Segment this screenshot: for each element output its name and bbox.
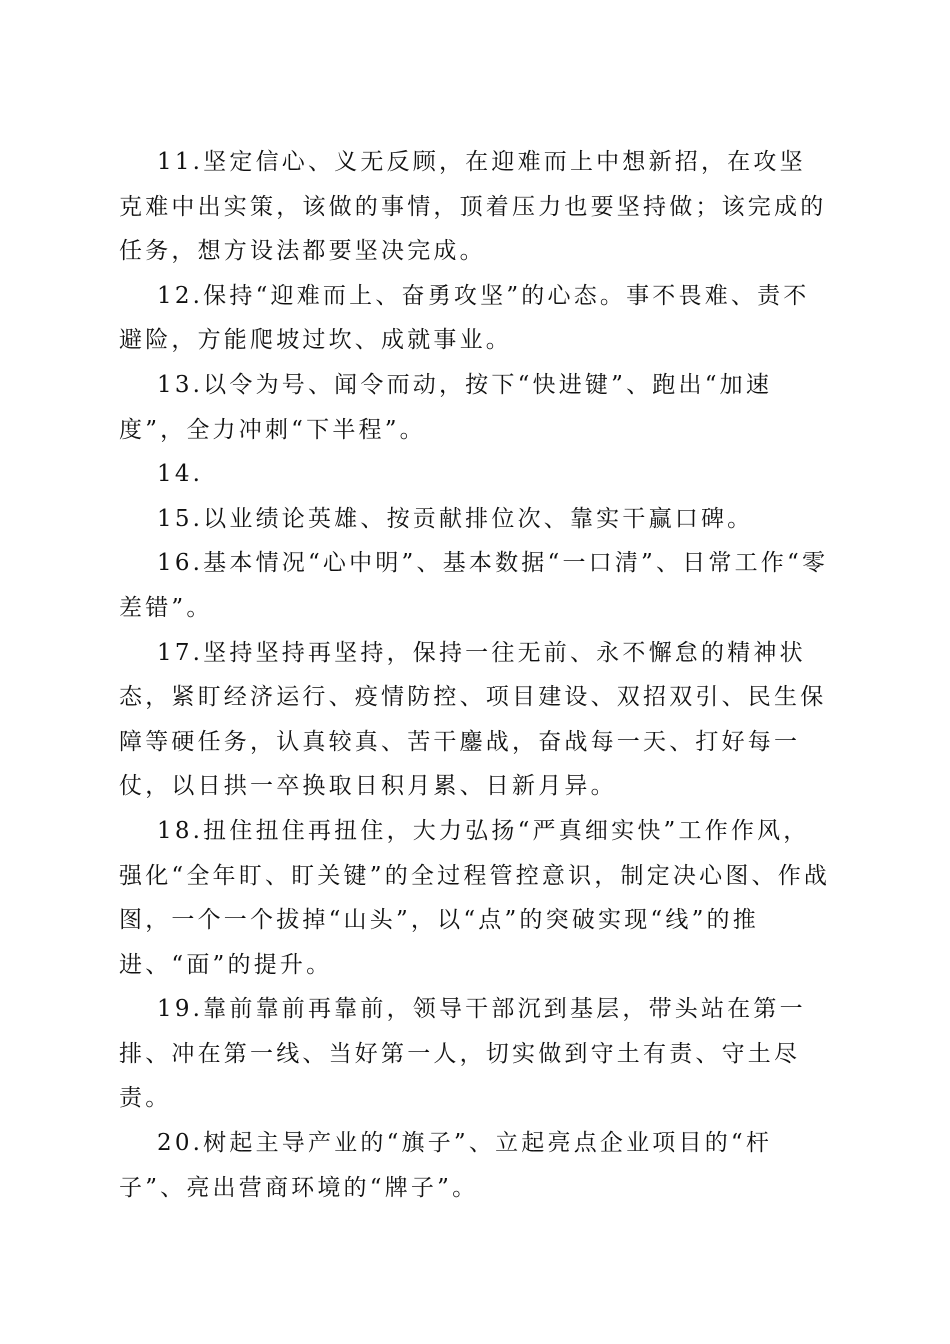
- paragraph-14: 14.: [157, 461, 204, 488]
- paragraph-18: 18.扭住扭住再扭住，大力弘扬“严真细实快”工作作风，强化“全年盯、盯关键”的全过程管控意识，制定决心图、作战图，一个一个拔掉“山头”，以“点”的突破实现“线”的推进、“面”的提升。: [119, 817, 831, 978]
- paragraph-16: 16.基本情况“心中明”、基本数据“一口清”、日常工作“零差错”。: [119, 550, 829, 621]
- paragraph-11: 11.坚定信心、义无反顾，在迎难而上中想新招，在攻坚克难中出实策，该做的事情，顶着压力也要坚持做；该完成的任务，想方设法都要坚决完成。: [119, 149, 827, 265]
- paragraph-12: 12.保持“迎难而上、奋勇攻坚”的心态。事不畏难、责不避险，方能爬坡过坎、成就事业。: [119, 282, 810, 354]
- paragraph-15: 15.以业绩论英雄、按贡献排位次、靠实干赢口碑。: [157, 505, 754, 532]
- paragraph-13: 13.以令为号、闻令而动，按下“快进键”、跑出“加速度”，全力冲刺“下半程”。: [119, 371, 773, 443]
- paragraph-20: 20.树起主导产业的“旗子”、立起亮点企业项目的“杆子”、亮出营商环境的“牌子”。: [119, 1130, 773, 1201]
- paragraph-19: 19.靠前靠前再靠前，领导干部沉到基层，带头站在第一排、冲在第一线、当好第一人，切实做到守土有责、守土尽责。: [119, 996, 806, 1112]
- paragraph-17: 17.坚持坚持再坚持，保持一往无前、永不懈怠的精神状态，紧盯经济运行、疫情防控、项目建设、双招双引、民生保障等硬任务，认真较真、苦干鏖战，奋战每一天、打好每一仗，以日拱一卒换取日积月累、日新月异。: [119, 639, 827, 800]
- document-page: [119, 140, 831, 1210]
